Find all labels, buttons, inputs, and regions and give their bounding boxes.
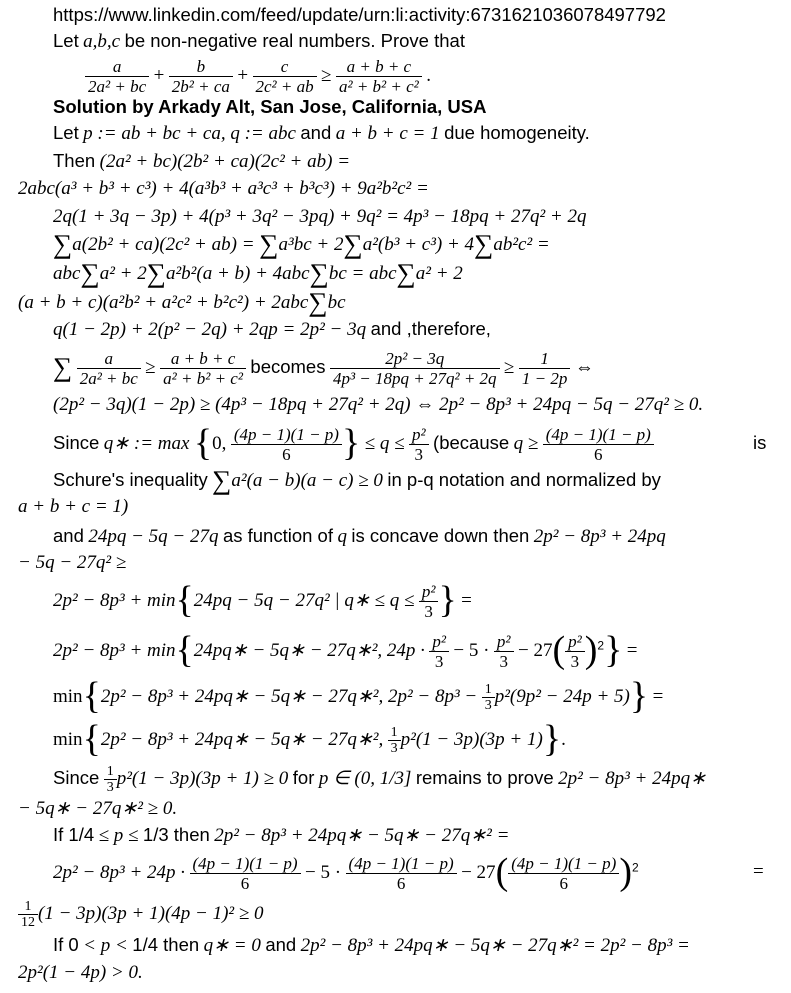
step-schur: Schure's inequality ∑a²(a − b)(a − c) ≥ 0 in p-q notation and normalized by	[53, 465, 661, 495]
step-case-1-result: $\frac{1}{12}$ (1 − 3p)(3p + 1)(4p − 1)² ≥ 0	[18, 896, 791, 932]
fraction-3: $\frac{c}{\text{2c² + ab}}$	[253, 57, 317, 96]
step-sum-2: abc∑a² + 2∑a²b²(a + b) + 4abc∑bc = abc∑a² + 2	[53, 258, 463, 288]
step-min-1: 2p² − 8p³ + min{24pq − 5q − 27q² | q∗ ≤ q ≤ $\frac{\text{p²}}{3}$ } =	[53, 579, 472, 622]
step-pq-form: 2q(1 + 3q − 3p) + 4(p³ + 3q² − 3pq) + 9q² = 4p³ − 18pq + 27q² + 2q	[53, 206, 587, 227]
step-case-2: If 0 < p < 1/4 then q∗ = 0 and 2p² − 8p³ + 24pq∗ − 5q∗ − 27q∗² = 2p² − 8p³ =	[53, 934, 690, 956]
fraction-2: $\frac{b}{\text{2b² + ca}}$	[169, 57, 233, 96]
step-let: Let p := ab + bc + ca, q := abc and a + b + c = 1 due homogeneity.	[53, 122, 590, 144]
fraction-1: $\frac{a}{\text{2a² + bc}}$	[85, 57, 149, 96]
author-line: Solution by Arkady Alt, San Jose, California, USA	[53, 96, 487, 117]
step-case-2-result: 2p²(1 − 4p) > 0.	[18, 962, 143, 983]
step-min-3: min{2p² − 8p³ + 24pq∗ − 5q∗ − 27q∗², 2p² − 8p³ − $\frac{1}{3}$ p²(9p² − 24p + 5)} =	[53, 675, 664, 717]
step-min-2: 2p² − 8p³ + min{24pq∗ − 5q∗ − 27q∗², 24p · $\frac{\text{p²}}{3}$ − 5 · $\frac{\text{p²}}{3}$ − 27( $\frac{\text{p²}}{3}$ )$^2$} =	[53, 629, 638, 672]
step-since-positive: Since $\frac{1}{3}$ p²(1 − 3p)(3p + 1) ≥ 0 for p ∈ (0, 1/3] remains to prove 2p² − 8p³ + 24pq∗	[53, 764, 707, 796]
step-expansion: 2abc(a³ + b³ + c³) + 4(a³b³ + a³c³ + b³c³) + 9a²b²c² =	[18, 178, 429, 199]
problem-statement: Let a,b,c be non-negative real numbers. Prove that	[53, 30, 465, 52]
step-sum-1: ∑a(2b² + ca)(2c² + ab) = ∑a³bc + 2∑a²(b³ + c³) + 4∑ab²c² =	[53, 229, 550, 259]
step-since-qstar: Since q∗ := max {0, $\frac{(4p - 1)(1 - p)}{6}$ } ≤ q ≤ $\frac{\text{p²}}{3}$ (because q ≥ $\frac{(4p - 1)(1 - p)}{6}$ is	[53, 422, 767, 465]
fraction-rhs: $\frac{a + b + c}{\text{a² + b² + c²}}$	[336, 57, 422, 96]
step-min-4: min{2p² − 8p³ + 24pq∗ − 5q∗ − 27q∗², $\frac{1}{3}$ p²(1 − 3p)(3p + 1)}.	[53, 718, 566, 760]
source-url: https://www.linkedin.com/feed/update/urn:li:activity:6731621036078497792	[53, 4, 666, 25]
step-then: Then (2a² + bc)(2b² + ca)(2c² + ab) =	[53, 150, 351, 172]
step-sum-3: (a + b + c)(a²b² + a²c² + b²c²) + 2abc∑bc	[18, 287, 346, 317]
main-inequality: $\frac{a}{\text{2a² + bc}}$ + $\frac{b}{\text{2b² + ca}}$ + $\frac{c}{\text{2c² + ab}}$ ≥ $\frac{a + b + c}{\text{a² + b² + c²}}$ .	[85, 56, 791, 96]
step-remains: − 5q∗ − 27q∗² ≥ 0.	[18, 798, 178, 819]
step-case-1-sub: 2p² − 8p³ + 24p · $\frac{(4p - 1)(1 - p)}{6}$ − 5 · $\frac{(4p - 1)(1 - p)}{6}$ − 27( $\frac{(4p - 1)(1 - p)}{6}$ )$^2$ =	[53, 851, 764, 894]
step-becomes: ∑ $\frac{a}{\text{2a² + bc}}$ ≥ $\frac{a + b + c}{\text{a² + b² + c²}}$ becomes $\frac{\text{2p² − 3q}}{\text{4p³ − 18pq + 27q² + 2q}}$ ≥ $\frac{1}{1 - 2p}$ ⇔	[53, 349, 594, 389]
step-case-1: If 1/4 ≤ p ≤ 1/3 then 2p² − 8p³ + 24pq∗ − 5q∗ − 27q∗² =	[53, 824, 510, 846]
step-concave-cont: − 5q − 27q² ≥	[18, 552, 127, 573]
step-equivalent: (2p² − 3q)(1 − 2p) ≥ (4p³ − 18pq + 27q² + 2q) ⇔ 2p² − 8p³ + 24pq − 5q − 27q² ≥ 0.	[53, 394, 704, 415]
step-normalized: a + b + c = 1)	[18, 496, 129, 517]
step-numerator: q(1 − 2p) + 2(p² − 2q) + 2qp = 2p² − 3q and ,therefore,	[53, 318, 491, 340]
step-concave: and 24pq − 5q − 27q as function of q is concave down then 2p² − 8p³ + 24pq	[53, 525, 666, 547]
